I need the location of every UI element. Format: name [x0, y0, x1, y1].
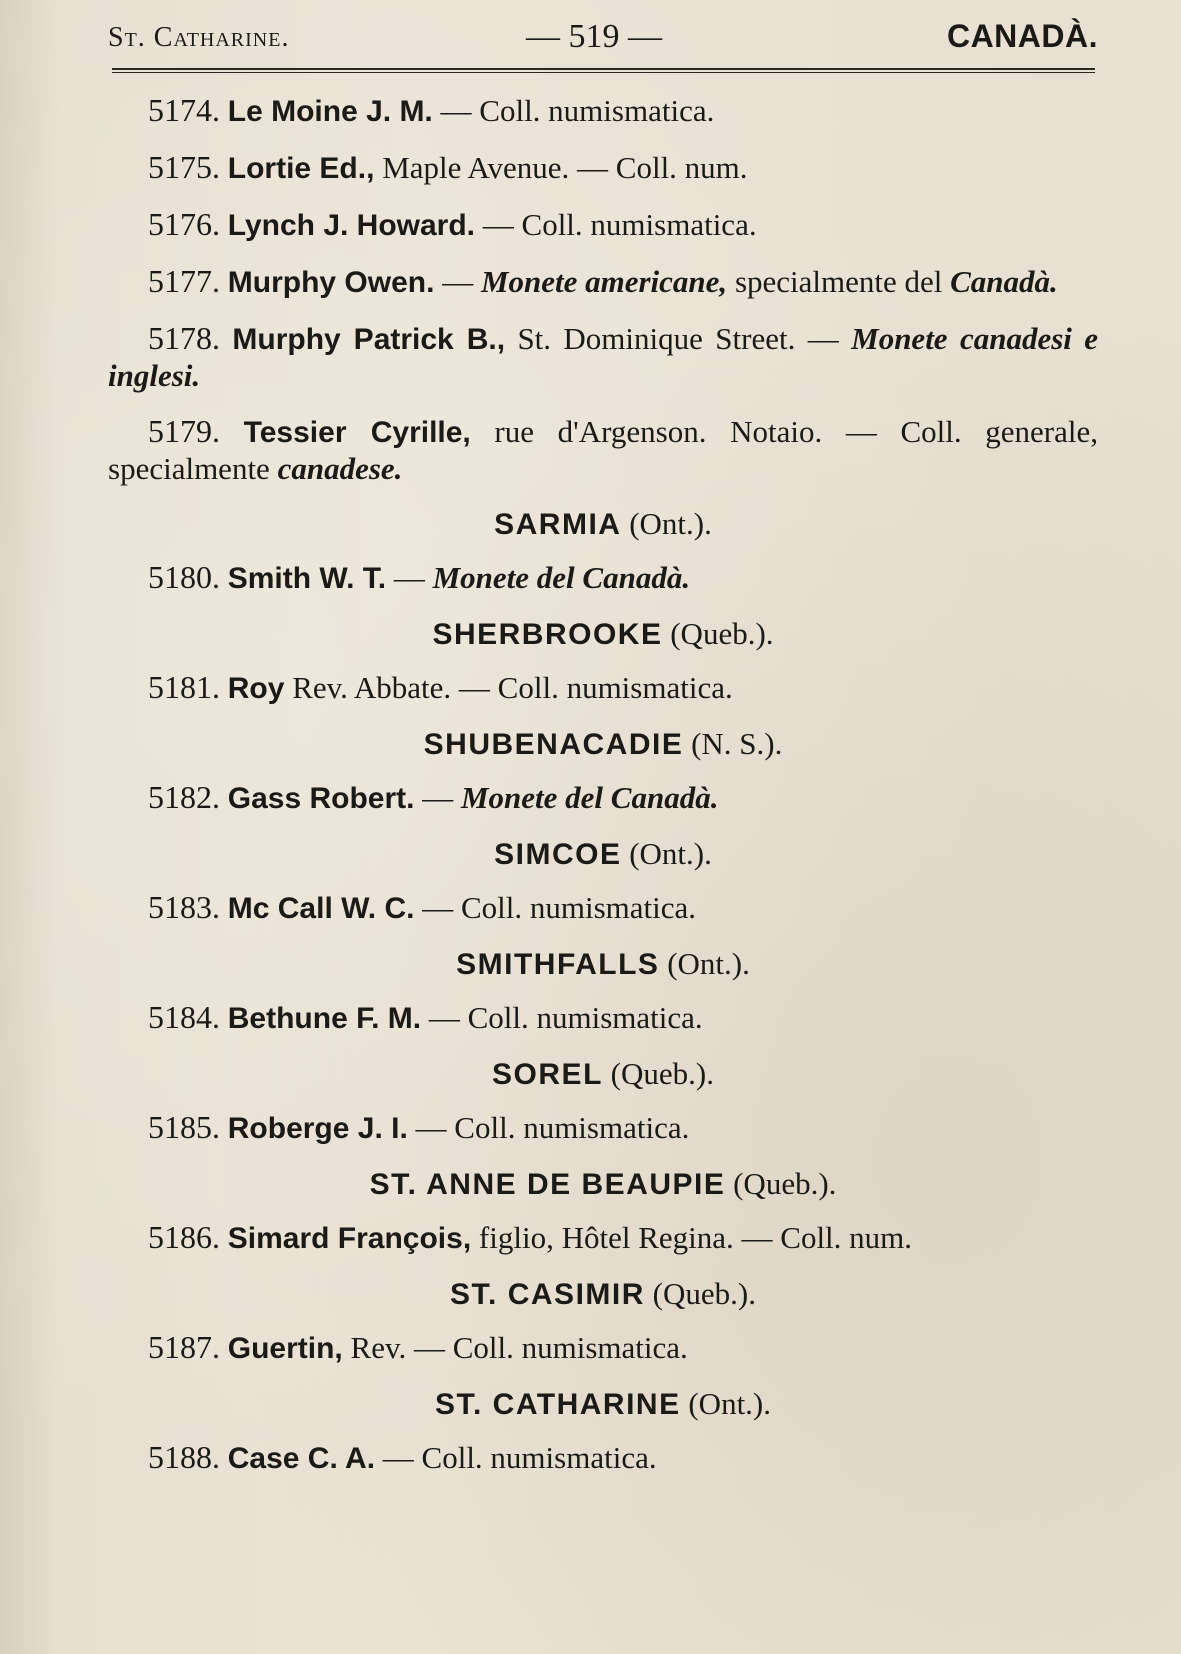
entry-description: figlio, Hôtel Regina. — Coll. num.	[478, 1220, 913, 1255]
place-name: SHERBROOKE	[432, 618, 663, 651]
entry-description: — Coll. numismatica.	[440, 93, 715, 128]
collector-entry	[108, 779, 1098, 817]
collector-name: Lortie Ed.,	[227, 152, 375, 185]
entry-specialty-continued: Canadà.	[950, 264, 1058, 299]
entry-specialty: Monete americane,	[480, 264, 728, 299]
place-region: (Queb.).	[733, 1166, 837, 1201]
place-region: (Ont.).	[629, 506, 712, 541]
entry-number: 5178.	[148, 320, 220, 356]
entry-number: 5182.	[148, 779, 220, 815]
entry-description: — Coll. numismatica.	[482, 207, 757, 242]
collector-entry	[108, 320, 1098, 394]
place-heading	[108, 1166, 1098, 1203]
entry-description-continued: specialmente del	[734, 264, 943, 299]
running-head-right: CANADÀ.	[946, 18, 1098, 54]
collector-entry	[108, 92, 1098, 130]
entry-number: 5179.	[148, 413, 220, 449]
place-heading	[108, 506, 1098, 543]
collector-entry	[108, 263, 1098, 301]
collector-name: Guertin,	[227, 1332, 343, 1365]
place-name: ST. CATHARINE	[434, 1388, 681, 1421]
entry-number: 5184.	[148, 999, 220, 1035]
place-name: ST. CASIMIR	[450, 1278, 645, 1311]
entry-number: 5183.	[148, 889, 220, 925]
collector-name: Tessier Cyrille,	[243, 416, 471, 449]
collector-entry	[108, 206, 1098, 244]
entry-number: 5174.	[148, 92, 220, 128]
collector-name: Bethune F. M.	[227, 1002, 422, 1035]
entry-description: — Coll. numismatica.	[382, 1440, 657, 1475]
collector-entry	[108, 1439, 1098, 1477]
place-heading	[108, 1276, 1098, 1313]
entry-specialty: canadese.	[277, 451, 403, 486]
collector-entry	[108, 413, 1098, 487]
entry-description: —	[393, 560, 425, 595]
place-name: SMITHFALLS	[456, 948, 660, 981]
entry-number: 5176.	[148, 206, 220, 242]
entry-description: rue d'Argenson. Notaio. — Coll. generale, specialmente	[108, 414, 1098, 486]
place-region: (Queb.).	[652, 1276, 756, 1311]
place-region: (N. S.).	[691, 726, 783, 761]
collector-entry	[108, 999, 1098, 1037]
entry-specialty: Monete canadesi e inglesi.	[108, 321, 1099, 393]
place-region: (Ont.).	[688, 1386, 772, 1421]
place-region: (Queb.).	[670, 616, 774, 651]
entry-number: 5187.	[148, 1329, 220, 1365]
entry-description: —	[422, 780, 454, 815]
place-name: SIMCOE	[494, 838, 622, 871]
collector-entry	[108, 1109, 1098, 1147]
place-name: SHUBENACADIE	[423, 728, 684, 761]
collector-name: Murphy Patrick B.,	[232, 323, 506, 356]
header-rule	[112, 68, 1095, 70]
place-region: (Queb.).	[610, 1056, 714, 1091]
place-name: SOREL	[492, 1058, 603, 1091]
collector-entry	[108, 1219, 1098, 1257]
place-name: ST. ANNE DE BEAUPIE	[369, 1168, 726, 1201]
entry-description: St. Dominique Street. —	[517, 321, 839, 356]
entry-number: 5177.	[148, 263, 220, 299]
collector-entry	[108, 1329, 1098, 1367]
collector-name: Le Moine J. M.	[227, 95, 433, 128]
running-head-left: St. Catharine.	[108, 22, 290, 53]
entry-description: — Coll. numismatica.	[422, 890, 697, 925]
collector-name: Mc Call W. C.	[227, 892, 415, 925]
entry-number: 5180.	[148, 559, 220, 595]
entry-number: 5188.	[148, 1439, 220, 1475]
collector-name: Roberge J. I.	[227, 1112, 408, 1145]
directory-listing	[108, 92, 1098, 1496]
collector-name: Case C. A.	[227, 1442, 376, 1475]
page-number: — 519 —	[526, 18, 662, 55]
collector-entry	[108, 559, 1098, 597]
header-rule-thin	[112, 72, 1095, 73]
entry-specialty: Monete del Canadà.	[432, 560, 691, 595]
collector-name: Lynch J. Howard.	[227, 209, 476, 242]
place-heading	[108, 616, 1098, 653]
entry-specialty: Monete del Canadà.	[460, 780, 719, 815]
entry-description: Rev. Abbate. — Coll. numismatica.	[292, 670, 733, 705]
place-region: (Ont.).	[629, 836, 712, 871]
entry-number: 5175.	[148, 149, 220, 185]
collector-name: Roy	[227, 672, 285, 705]
entry-number: 5181.	[148, 669, 220, 705]
entry-description: — Coll. numismatica.	[428, 1000, 703, 1035]
entry-description: Rev. — Coll. numismatica.	[350, 1330, 688, 1365]
entry-number: 5186.	[148, 1219, 220, 1255]
entry-description: — Coll. numismatica.	[415, 1110, 690, 1145]
place-region: (Ont.).	[667, 946, 750, 981]
place-name: SARMIA	[494, 508, 622, 541]
place-heading	[108, 1056, 1098, 1093]
entry-description: —	[442, 264, 474, 299]
collector-name: Gass Robert.	[227, 782, 415, 815]
entry-description: Maple Avenue. — Coll. num.	[382, 150, 748, 185]
collector-name: Smith W. T.	[227, 562, 387, 595]
collector-entry	[108, 669, 1098, 707]
collector-entry	[108, 889, 1098, 927]
entry-number: 5185.	[148, 1109, 220, 1145]
collector-entry	[108, 149, 1098, 187]
place-heading	[108, 1386, 1098, 1423]
place-heading	[108, 946, 1098, 983]
place-heading	[108, 836, 1098, 873]
collector-name: Murphy Owen.	[227, 266, 435, 299]
collector-name: Simard François,	[227, 1222, 472, 1255]
place-heading	[108, 726, 1098, 763]
running-header	[108, 14, 1098, 70]
